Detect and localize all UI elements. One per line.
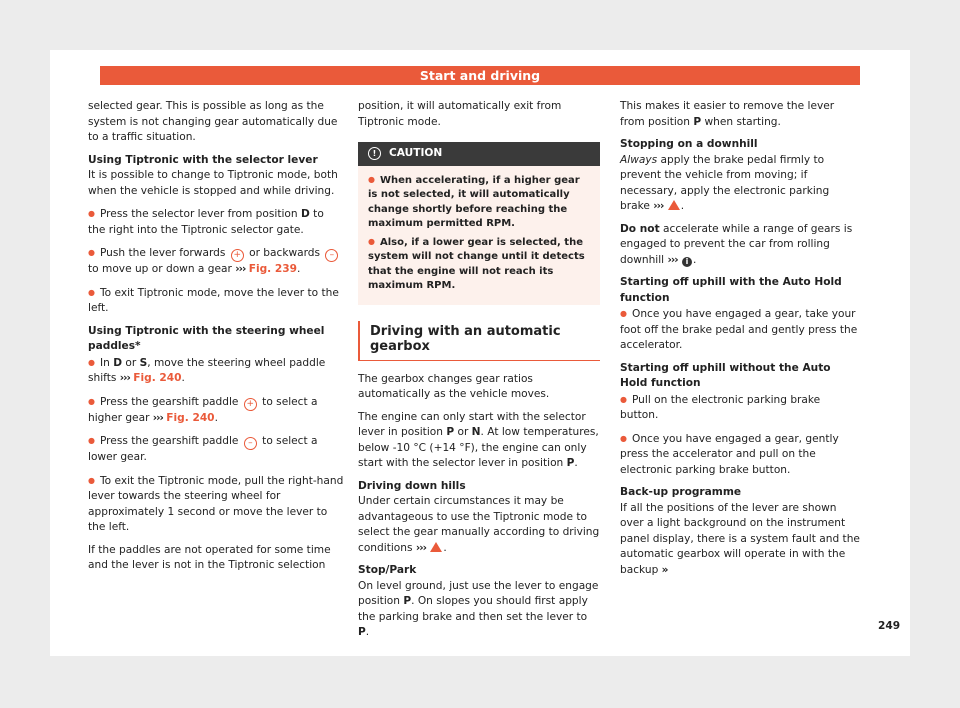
- caution-box: [358, 142, 600, 305]
- paragraph: If the paddles are not operated for some time and the lever is not in the Tiptronic selection: [88, 543, 331, 571]
- continued-icon: »: [661, 563, 669, 576]
- paragraph: Do not accelerate while a range of gears is engaged to prevent the car from rolling downhill ››› i .: [620, 222, 853, 266]
- subheading: Stop/Park: [358, 564, 417, 576]
- subheading: Using Tiptronic with the steering wheel paddles*: [88, 324, 325, 352]
- figure-link[interactable]: Fig. 240: [166, 411, 215, 424]
- plus-key-icon: +: [244, 398, 257, 411]
- subheading: Starting off uphill with the Auto Hold function: [620, 276, 842, 304]
- paragraph: Always apply the brake pedal firmly to prevent the vehicle from moving; if necessary, apply the electronic parking brake ››› .: [620, 153, 830, 212]
- bullet-item: ● Push the lever forwards + or backwards – to move up or down a gear ››› Fig. 239.: [88, 245, 344, 278]
- bullet-item: ● Once you have engaged a gear, take your foot off the brake pedal and gently press the accelerator.: [620, 306, 860, 354]
- caution-header: [358, 142, 600, 166]
- caution-item: ● When accelerating, if a higher gear is not selected, it will automatically change shortly before reaching the maximum permitted RPM.: [368, 173, 590, 232]
- reference-arrow: ›››: [235, 263, 246, 275]
- subheading: Driving down hills: [358, 479, 466, 492]
- minus-key-icon: –: [244, 437, 257, 450]
- page-number: 249: [878, 620, 901, 632]
- figure-link[interactable]: Fig. 239: [248, 263, 298, 275]
- section-title: Driving with an automatic gearbox: [358, 321, 600, 361]
- subheading: Using Tiptronic with the selector lever: [88, 153, 318, 166]
- subheading: Stopping on a downhill: [620, 138, 758, 150]
- warning-icon[interactable]: [430, 542, 442, 552]
- bullet-item: ● In D or S, move the steering wheel paddle shifts ››› Fig. 240.: [88, 355, 344, 387]
- plus-key-icon: +: [231, 249, 244, 262]
- figure-link[interactable]: Fig. 240: [133, 372, 182, 384]
- subheading: Back-up programme: [620, 486, 742, 498]
- caution-label: CAUTION: [389, 147, 443, 159]
- paragraph: The engine can only start with the selector lever in position P or N. At low temperatures, below -10 °C (+14 °F), the engine can only start with the selector lever in position P.: [358, 410, 599, 469]
- bullet-item: ● To exit Tiptronic mode, move the lever to the left.: [88, 285, 344, 317]
- bullet-item: ● Once you have engaged a gear, gently press the accelerator and pull on the electronic parking brake button.: [620, 431, 860, 479]
- bullet-item: ● Press the gearshift paddle – to select a lower gear.: [88, 433, 344, 466]
- column-1: [88, 99, 344, 581]
- paragraph: On level ground, just use the lever to engage position P. On slopes you should first apply the parking brake and then set the lever to P.: [358, 579, 599, 638]
- bullet-item: ● Press the gearshift paddle + to select a higher gear ››› Fig. 240.: [88, 394, 344, 427]
- column-3: [620, 99, 860, 585]
- reference-arrow: ›››: [119, 372, 130, 384]
- column-2: [358, 99, 600, 648]
- paragraph: Under certain circumstances it may be advantageous to use the Tiptronic mode to select the gear manually according to driving conditions ››› .: [358, 495, 600, 554]
- reference-arrow: ›››: [653, 200, 664, 212]
- bullet-item: ● To exit the Tiptronic mode, pull the right-hand lever towards the steering wheel for approximately 1 second or move the lever to the left.: [88, 473, 344, 536]
- info-icon[interactable]: i: [682, 257, 692, 267]
- chapter-header: Start and driving: [100, 66, 860, 85]
- caution-body: [358, 166, 600, 305]
- paragraph: If all the positions of the lever are shown over a light background on the instrument panel display, there is a system fault and the automatic gearbox will operate in with the backup »: [620, 501, 860, 576]
- minus-key-icon: –: [325, 249, 338, 262]
- bullet-item: ● Pull on the electronic parking brake button.: [620, 392, 860, 424]
- paragraph: selected gear. This is possible as long as the system is not changing gear automatically due to a traffic situation.: [88, 100, 338, 143]
- reference-arrow: ›››: [415, 541, 426, 554]
- paragraph: This makes it easier to remove the lever from position P when starting.: [620, 100, 835, 128]
- warning-icon[interactable]: [668, 200, 680, 210]
- paragraph: It is possible to change to Tiptronic mode, both when the vehicle is stopped and while driving.: [88, 169, 338, 197]
- caution-icon: !: [368, 147, 381, 160]
- bullet-item: ● Press the selector lever from position D to the right into the Tiptronic selector gate.: [88, 206, 344, 238]
- paragraph: position, it will automatically exit from Tiptronic mode.: [358, 100, 562, 128]
- subheading: Starting off uphill without the Auto Hold function: [620, 361, 831, 389]
- caution-item: ● Also, if a lower gear is selected, the system will not change until it detects that the engine will not reach its maximum RPM.: [368, 235, 590, 294]
- reference-arrow: ›››: [667, 253, 678, 266]
- reference-arrow: ›››: [152, 411, 163, 424]
- paragraph: The gearbox changes gear ratios automatically as the vehicle moves.: [358, 372, 550, 400]
